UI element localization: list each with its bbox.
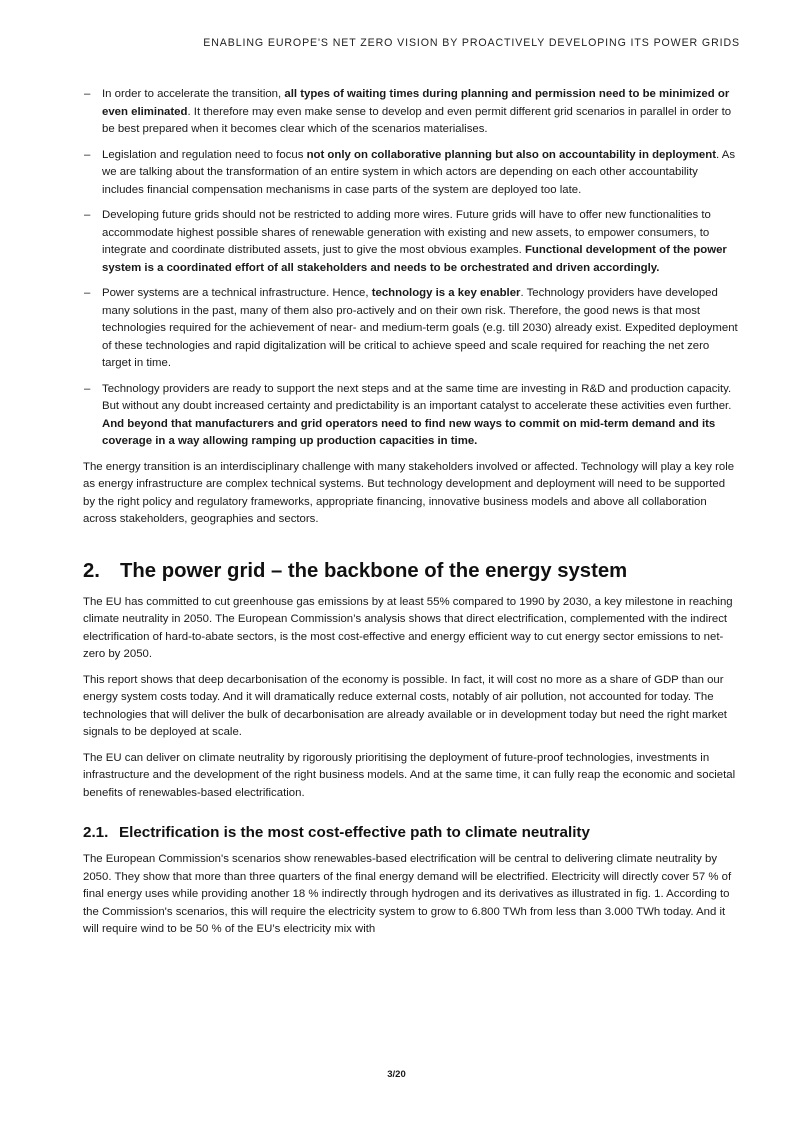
bullet-text: . Technology providers have developed many solutions in the past, many of them also pro-actively and on their own risk. Therefore, the good news is that most technologies required for the achievement of near- and medium-term goals (e.g. till 2030) already exist. Expedited deployment of these technologies and rapid digitalization will be critical to achieve speed and scale required for reaching the net zero target in time. [102, 287, 738, 369]
bullet-text: . It therefore may even make sense to develop and even permit different grid scenarios in parallel in order to be best prepared when it becomes clear which of the scenarios materialises. [102, 105, 732, 135]
bullet-text: In order to accelerate the transition, [102, 88, 285, 100]
bullet-emphasis: not only on collaborative planning but also on accountability in deployment [306, 148, 717, 161]
bullet-text: . As we are talking about the transformation of an entire system in which actors are depending on each other accountability includes financial compensation mechanisms in case parts of the system are deployed too late. [102, 148, 736, 196]
bullet-emphasis: all types of waiting times during planning and permission need to be minimized or even eliminated [102, 88, 730, 118]
bullet-text: Technology providers are ready to support the next steps and at the same time are investing in R&D and production capacity. But without any doubt increased certainty and predictability is an important catalyst to accelerate these activities even further. [102, 382, 732, 412]
subsection-heading [83, 823, 740, 842]
list-item [83, 147, 740, 200]
subsection-number: 2.1. [83, 824, 109, 841]
subsection-title: Electrification is the most cost-effective path to climate neutrality [119, 824, 590, 841]
dash-bullet: – [84, 88, 91, 100]
list-item [83, 207, 740, 277]
bullet-emphasis: technology is a key enabler [371, 287, 521, 299]
bullet-text: Legislation and regulation need to focus [102, 148, 307, 161]
page-content [83, 86, 740, 947]
list-item [83, 86, 740, 139]
list-item [83, 285, 740, 373]
body-paragraph: The European Commission's scenarios show renewables-based electrification will be central to delivering climate neutrality by 2050. They show that more than three quarters of the final energy demand will be electrified. Electricity will directly cover 57 % of final energy uses while providing another 18 % indirectly through hydrogen and its derivatives as illustrated in fig. 1. According to the Commission's scenarios, this will require the electricity system to grow to 6.800 TWh from less than 3.000 TWh today. And it will require wind to be 50 % of the EU’s electricity mix with [83, 853, 732, 935]
dash-bullet: – [84, 287, 91, 299]
bullet-text: Developing future grids should not be restricted to adding more wires. Future grids will have to offer new functionalities to accommodate highest possible shares of renewable generation with existing and new assets, to empower consumers, to integrate and coordinate distributed assets, just to give the most obvious examples. [102, 209, 711, 256]
recommendations-list [83, 86, 740, 451]
bullet-emphasis: Functional development of the power system is a coordinated effort of all stakeholders and needs to be orchestrated and driven accordingly. [102, 244, 727, 274]
body-paragraph: This report shows that deep decarbonisation of the economy is possible. In fact, it will cost no more as a share of GDP than our energy system costs today. And it will dramatically reduce external costs, notably of air pollution, not accounted for today. The technologies that will deliver the bulk of decarbonisation are already available or in development today but need the right market signals to be deployed at scale. [83, 673, 727, 738]
section-heading [83, 559, 740, 583]
dash-bullet: – [84, 148, 91, 161]
section-title: The power grid – the backbone of the energy system [120, 559, 628, 582]
section-number: 2. [83, 559, 100, 582]
running-header: ENABLING EUROPE'S NET ZERO VISION BY PROACTIVELY DEVELOPING ITS POWER GRIDS [203, 37, 740, 49]
intro-paragraph: The energy transition is an interdisciplinary challenge with many stakeholders involved or affected. Technology will play a key role as energy infrastructure are complex technical systems. But technology development and deployment will need to be supported by the right policy and regulatory frameworks, appropriate financing, innovative business models and above all collaboration across stakeholders, geographies and sectors. [83, 460, 735, 525]
page-number: 3/20 [387, 1069, 406, 1080]
bullet-text: Power systems are a technical infrastructure. Hence, [102, 287, 372, 299]
body-paragraph: The EU has committed to cut greenhouse gas emissions by at least 55% compared to 1990 by 2030, a key milestone in reaching climate neutrality in 2050. The European Commission’s analysis shows that direct electrification, complemented with the indirect electrification of hard-to-abate sectors, is the most cost-effective and energy efficient way to cut energy sector emissions to net-zero by 2050. [83, 595, 733, 660]
bullet-emphasis: And beyond that manufacturers and grid operators need to find new ways to commit on mid-term demand and its coverage in a way allowing ramping up production capacities in time. [102, 417, 716, 447]
dash-bullet: – [84, 209, 91, 221]
body-paragraph: The EU can deliver on climate neutrality by rigorously prioritising the deployment of future-proof technologies, investments in infrastructure and the development of the right business models. And at the same time, it can fully reap the economic and societal benefits of renewables-based electrification. [83, 751, 736, 799]
list-item [83, 381, 740, 451]
dash-bullet: – [84, 382, 91, 395]
